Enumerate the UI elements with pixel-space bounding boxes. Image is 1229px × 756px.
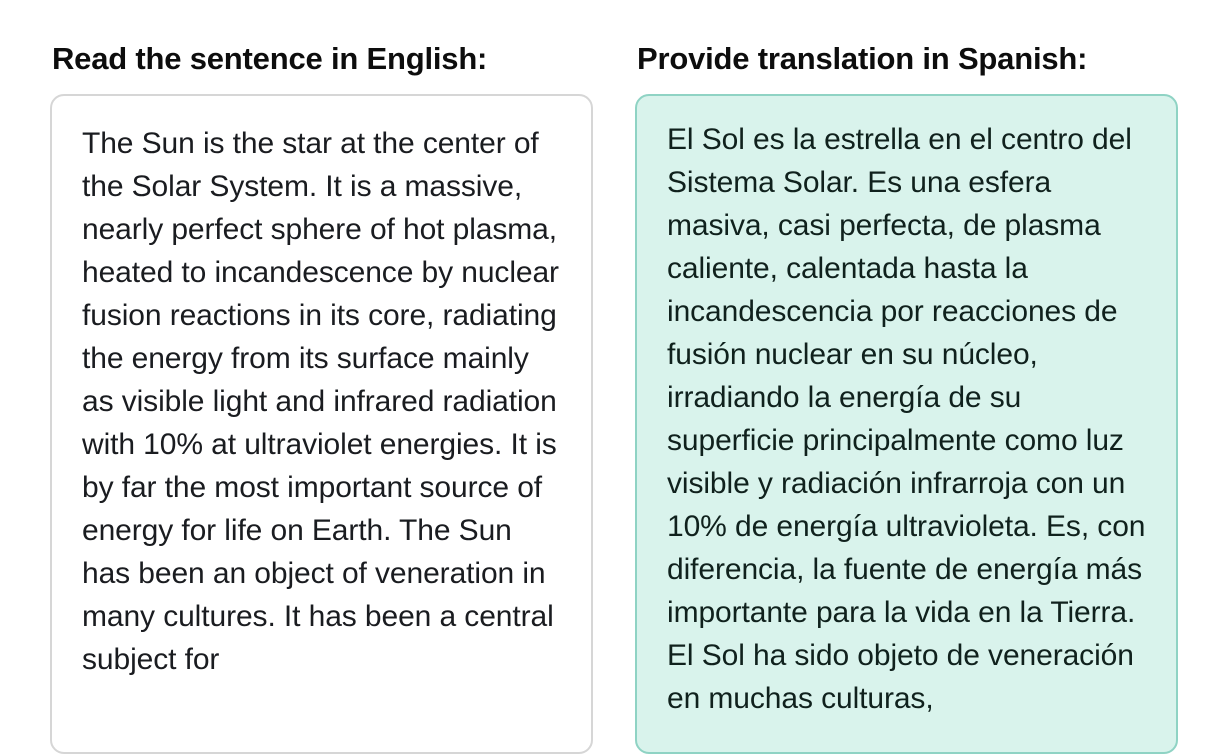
target-heading: Provide translation in Spanish: <box>637 41 1088 76</box>
translation-text[interactable]: El Sol es la estrella en el centro del Sistema Solar. Es una esfera masiva, casi perfecta, de plasma caliente, calentada hasta la incandescencia por reacciones de fusión nuclear en su núcleo, irradiando la energía de su superficie principalmente como luz visible y radiación infrarroja con un 10% de energía ultravioleta. Es, con diferencia, la fuente de energía más importante para la vida en la Tierra. El Sol ha sido objeto de veneración en muchas culturas, <box>667 123 1146 716</box>
target-column <box>635 40 1178 754</box>
translation-input-panel[interactable] <box>635 94 1178 754</box>
source-text: The Sun is the star at the center of the Solar System. It is a massive, nearly perfect sphere of hot plasma, heated to incandescence by nuclear fusion reactions in its core, radiating the energy from its surface mainly as visible light and infrared radiation with 10% at ultraviolet energies. It is by far the most important source of energy for life on Earth. The Sun has been an object of veneration in many cultures. It has been a central subject for <box>82 127 559 677</box>
source-heading: Read the sentence in English: <box>52 41 488 76</box>
source-text-panel <box>50 94 593 754</box>
translation-columns <box>50 40 1179 754</box>
source-column <box>50 40 593 754</box>
